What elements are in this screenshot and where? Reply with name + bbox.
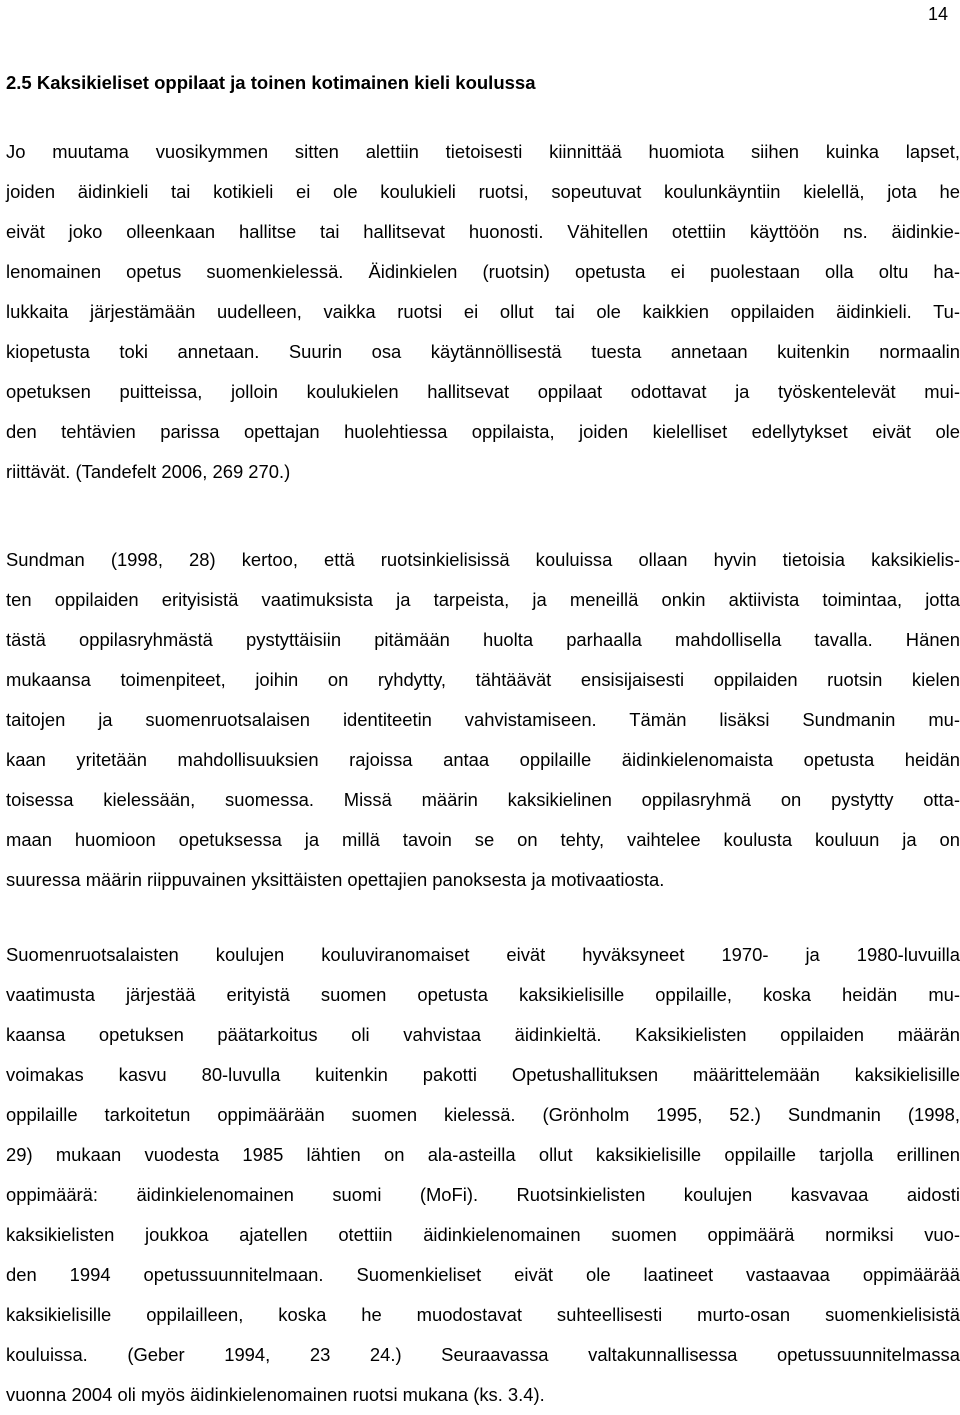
paragraph-line: Sundman (1998, 28) kertoo, että ruotsinkielisissä kouluissa ollaan hyvin tietoisia kaksikielis- (6, 549, 960, 570)
paragraph-line: kiopetusta toki annetaan. Suurin osa käytännöllisestä tuesta annetaan kuitenkin normaalin (6, 341, 960, 362)
paragraph-line: mukaansa toimenpiteet, joihin on ryhdytty, tähtäävät ensisijaisesti oppilaiden ruotsin kielen (6, 669, 960, 690)
page-number: 14 (927, 4, 948, 24)
paragraph-line: vuonna 2004 oli myös äidinkielenomainen ruotsi mukana (ks. 3.4). (6, 1384, 545, 1405)
paragraph-line: suuressa määrin riippuvainen yksittäisten opettajien panoksesta ja motivaatiosta. (6, 869, 665, 890)
paragraph-line: joiden äidinkieli tai kotikieli ei ole koulukieli ruotsi, sopeutuvat koulunkäyntiin kielellä, jota he (6, 181, 960, 202)
paragraph-line: eivät joko olleenkaan hallitse tai hallitsevat huonosti. Vähitellen otettiin käyttöön ns. äidinkie- (6, 221, 960, 242)
paragraph-line: kouluissa. (Geber 1994, 23 24.) Seuraavassa valtakunnallisessa opetussuunnitelmassa (6, 1344, 960, 1365)
paragraph-line: taitojen ja suomenruotsalaisen identiteetin vahvistamiseen. Tämän lisäksi Sundmanin mu- (6, 709, 960, 730)
paragraph-line: kaksikielisten joukkoa ajatellen otettiin äidinkielenomainen suomen oppimäärä normiksi vuo- (6, 1224, 960, 1245)
paragraph-line: oppilaille tarkoitetun oppimäärään suomen kielessä. (Grönholm 1995, 52.) Sundmanin (1998, (6, 1104, 960, 1125)
paragraph-1 (6, 132, 960, 492)
paragraph-line: vaatimusta järjestää erityistä suomen opetusta kaksikielisille oppilaille, koska heidän mu- (6, 984, 960, 1005)
paragraph-line: toisessa kielessään, suomessa. Missä määrin kaksikielinen oppilasryhmä on pystytty otta- (6, 789, 960, 810)
paragraph-line: riittävät. (Tandefelt 2006, 269 270.) (6, 461, 291, 482)
paragraph-line: kaksikielisille oppilailleen, koska he muodostavat suhteellisesti murto-osan suomenkielisistä (6, 1304, 960, 1325)
paragraph-line: 29) mukaan vuodesta 1985 lähtien on ala-asteilla ollut kaksikielisille oppilaille tarjolla erillinen (6, 1144, 960, 1165)
section-heading: 2.5 Kaksikieliset oppilaat ja toinen kotimainen kieli koulussa (6, 72, 536, 93)
paragraph-line: den tehtävien parissa opettajan huolehtiessa oppilaista, joiden kielelliset edellytykset eivät ole (6, 421, 960, 442)
paragraph-line: maan huomioon opetuksessa ja millä tavoin se on tehty, vaihtelee koulusta kouluun ja on (6, 829, 960, 850)
paragraph-3 (6, 935, 960, 1415)
paragraph-line: Suomenruotsalaisten koulujen kouluviranomaiset eivät hyväksyneet 1970- ja 1980-luvuilla (6, 944, 960, 965)
paragraph-2 (6, 540, 960, 900)
paragraph-line: den 1994 opetussuunnitelmaan. Suomenkieliset eivät ole laatineet vastaavaa oppimäärää (6, 1264, 960, 1285)
paragraph-line: kaan yritetään mahdollisuuksien rajoissa antaa oppilaille äidinkielenomaista opetusta heidän (6, 749, 960, 770)
paragraph-line: Jo muutama vuosikymmen sitten alettiin tietoisesti kiinnittää huomiota siihen kuinka lapset, (6, 141, 960, 162)
paragraph-line: ten oppilaiden erityisistä vaatimuksista ja tarpeista, ja meneillä onkin aktiivista toimintaa, jotta (6, 589, 960, 610)
paragraph-line: kaansa opetuksen päätarkoitus oli vahvistaa äidinkieltä. Kaksikielisten oppilaiden määrän (6, 1024, 960, 1045)
paragraph-line: voimakas kasvu 80-luvulla kuitenkin pakotti Opetushallituksen määrittelemään kaksikielisille (6, 1064, 960, 1085)
paragraph-line: oppimäärä: äidinkielenomainen suomi (MoFi). Ruotsinkielisten koulujen kasvavaa aidosti (6, 1184, 960, 1205)
paragraph-line: tästä oppilasryhmästä pystyttäisiin pitämään huolta parhaalla mahdollisella tavalla. Hänen (6, 629, 960, 650)
paragraph-line: lenomainen opetus suomenkielessä. Äidinkielen (ruotsin) opetusta ei puolestaan olla oltu ha- (6, 261, 960, 282)
paragraph-line: opetuksen puitteissa, jolloin koulukielen hallitsevat oppilaat odottavat ja työskentelevät mui- (6, 381, 960, 402)
paragraph-line: lukkaita järjestämään uudelleen, vaikka ruotsi ei ollut tai ole kaikkien oppilaiden äidinkieli. Tu- (6, 301, 960, 322)
